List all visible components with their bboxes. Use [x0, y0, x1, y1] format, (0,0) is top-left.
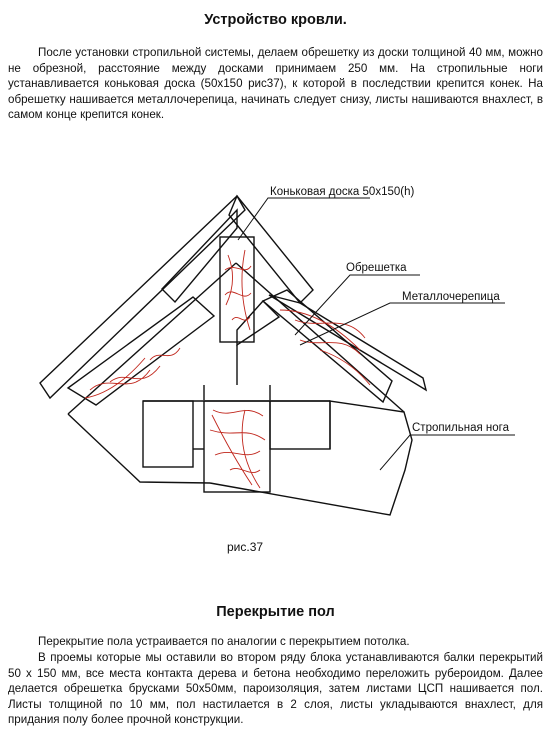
batten-left — [68, 297, 214, 405]
metal-tile-left — [40, 196, 245, 398]
section-title-floor: Перекрытие пол — [216, 604, 335, 620]
metal-tile-right-lower — [269, 295, 426, 390]
metal-tile-right — [229, 196, 313, 303]
label-ridge-board: Коньковая доска 50х150(h) — [270, 186, 415, 198]
label-metal-tile: Металлочерепица — [402, 291, 500, 303]
floor-paragraph-1: Перекрытие пола устраивается по аналогии с перекрытием потолка. — [38, 635, 410, 648]
label-battens: Обрешетка — [346, 262, 407, 274]
figure-caption: рис.37 — [227, 540, 264, 554]
floor-paragraph-2: В проемы которые мы оставили во втором ряду блока устанавливаются балки перекрытий 50 х 150 мм, все места контакта дерева и бетона необходимо переложить рубероидом. Далее делается обрешетка брусками 50х50мм, пароизоляция, затем листами ЦСП нашивается пол. Листы толщиной по 10 мм, пол настилается в 2 слоя, листы укладываются внахлест, для придания полу более прочной конструкции. — [8, 651, 543, 727]
rafter-outline — [68, 263, 236, 414]
batten-right — [263, 290, 392, 402]
label-rafter: Стропильная нога — [412, 422, 509, 434]
rafter-right-block — [270, 401, 330, 449]
roof-paragraph: После установки стропильной системы, делаем обрешетку из доски толщиной 40 мм, можно не обрезной, расстояние между досками принимаем 250 мм. На стропильные ноги устанавливается коньковая доска (50х150 рис37), к которой в последствии крепится конек. На обрешетку нашивается металлочерепица, начинать следует снизу, листы нашиваются внахлест, в самом конце крепится конек. — [8, 46, 543, 122]
section-title-roof: Устройство кровли. — [204, 12, 347, 28]
rafter-left-block — [143, 401, 193, 467]
